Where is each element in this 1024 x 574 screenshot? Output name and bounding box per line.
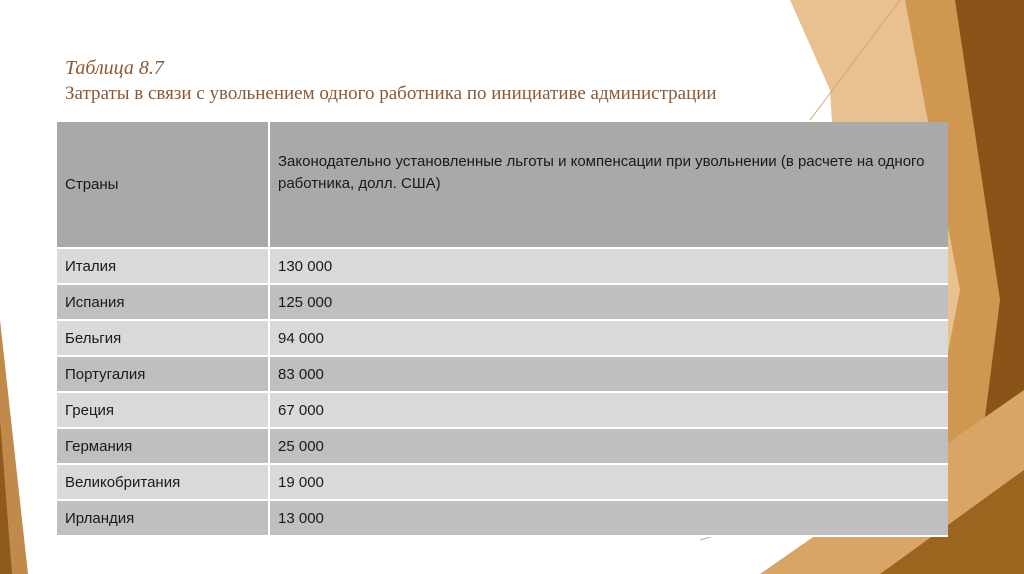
value-cell: 125 000 xyxy=(269,284,948,320)
value-cell: 83 000 xyxy=(269,356,948,392)
header-compensation: Законодательно установленные льготы и компенсации при увольнении (в расчете на одного работника, долл. США) xyxy=(269,122,948,248)
value-cell: 19 000 xyxy=(269,464,948,500)
table-row xyxy=(57,356,948,392)
table-number-title: Таблица 8.7 xyxy=(65,57,164,79)
value-cell: 94 000 xyxy=(269,320,948,356)
country-cell: Германия xyxy=(57,428,269,464)
country-cell: Португалия xyxy=(57,356,269,392)
table-row xyxy=(57,464,948,500)
table-row xyxy=(57,392,948,428)
country-cell: Великобритания xyxy=(57,464,269,500)
table-row xyxy=(57,248,948,284)
table-row xyxy=(57,320,948,356)
value-cell: 13 000 xyxy=(269,500,948,536)
country-cell: Испания xyxy=(57,284,269,320)
table-caption: Затраты в связи с увольнением одного работника по инициативе администрации xyxy=(65,83,717,104)
value-cell: 25 000 xyxy=(269,428,948,464)
country-cell: Бельгия xyxy=(57,320,269,356)
table-row xyxy=(57,500,948,536)
severance-costs-table xyxy=(57,122,948,537)
title-block xyxy=(65,56,717,107)
table-header-row xyxy=(57,122,948,248)
country-cell: Италия xyxy=(57,248,269,284)
country-cell: Греция xyxy=(57,392,269,428)
value-cell: 130 000 xyxy=(269,248,948,284)
country-cell: Ирландия xyxy=(57,500,269,536)
table-row xyxy=(57,428,948,464)
table-row xyxy=(57,284,948,320)
value-cell: 67 000 xyxy=(269,392,948,428)
header-countries: Страны xyxy=(57,122,269,248)
